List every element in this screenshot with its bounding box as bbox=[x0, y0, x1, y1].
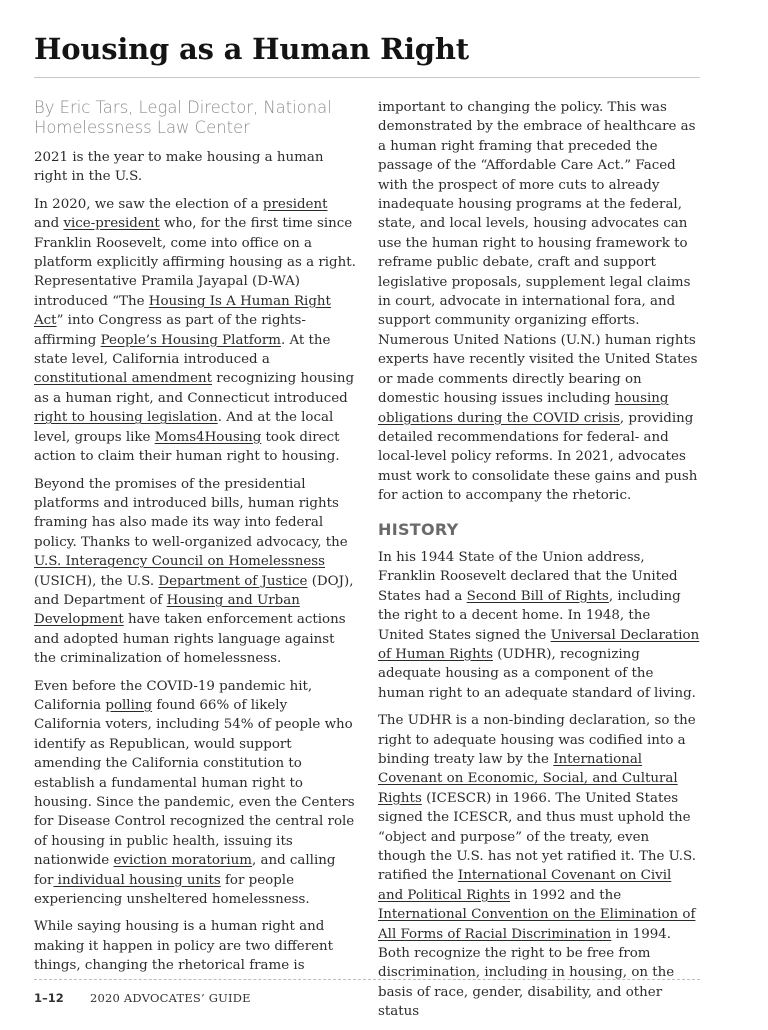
text: The UDHR is a non-binding declaration, so the right to adequate housing was codified into a binding treaty law by the bbox=[378, 713, 696, 767]
history-paragraph bbox=[378, 548, 700, 703]
article-title: Housing as a Human Right bbox=[34, 32, 469, 66]
text: took direct action to claim their human right to housing. bbox=[34, 429, 340, 465]
history-heading: HISTORY bbox=[378, 519, 459, 539]
text: (USICH), the U.S. bbox=[34, 573, 159, 589]
text: In 2020, we saw the election of a bbox=[34, 196, 263, 212]
rhetoric-paragraph: While saying housing is a human right and making it happen in policy are two different things, changing the rhetorical frame is bbox=[34, 919, 334, 974]
second-bill-of-rights-link[interactable]: Second Bill of Rights bbox=[466, 588, 609, 604]
text: Beyond the promises of the presidential platforms and introduced bills, human rights framing has also made its way into federal policy. Thanks to well-organized advocacy, the bbox=[34, 476, 348, 550]
text: Even before the COVID-19 pandemic hit, California bbox=[34, 678, 313, 713]
byline: By Eric Tars, Legal Director, National Homelessness Law Center bbox=[34, 98, 332, 137]
text: have taken enforcement actions and adopted human rights language against the criminalization of homelessness. bbox=[34, 612, 346, 667]
election-paragraph bbox=[34, 195, 356, 467]
text: for people experiencing unsheltered homelessness. bbox=[34, 872, 310, 908]
constitutional-amendment-link[interactable]: constitutional amendment bbox=[34, 371, 213, 387]
left-column bbox=[34, 98, 356, 984]
udhr-link[interactable]: Universal Declaration of Human Rights bbox=[378, 627, 700, 662]
covid-housing-obligations-link[interactable]: housing obligations during the COVID crisis bbox=[378, 391, 669, 426]
housing-human-right-act-link[interactable]: Housing Is A Human Right Act bbox=[34, 293, 331, 329]
text: (ICESCR) in 1966. The United States signed the ICESCR, and thus must uphold the “object and purpose” of the treaty, even though the U.S. has not yet ratified it. The U.S. ratified the bbox=[378, 790, 696, 884]
icescr-link[interactable]: International Covenant on Economic, Social, and Cultural Rights bbox=[378, 752, 678, 806]
peoples-housing-platform-link[interactable]: People’s Housing Platform bbox=[100, 332, 281, 348]
cerd-link[interactable]: International Convention on the Elimination of All Forms of Racial Discrimination bbox=[378, 907, 696, 942]
footer-divider bbox=[34, 979, 700, 980]
text: ” into Congress as part of the rights-affirming bbox=[34, 313, 306, 348]
text: , providing detailed recommendations for federal- and local-level policy reforms. In 2021, advocates must work to consolidate these gains and push for action to accompany the rhetoric. bbox=[378, 410, 698, 504]
hud-link[interactable]: Housing and Urban Development bbox=[34, 592, 300, 628]
text: , including the right to a decent home. In 1948, the United States signed the bbox=[378, 588, 681, 643]
text: important to changing the policy. This was demonstrated by the embrace of healthcare as a human right framing that preceded the passage of the “Affordable Care Act.” Faced with the prospect of more cuts to already inadequate housing programs at the federal, state, and local levels, housing advocates can use the human right to housing framework to reframe public debate, craft and support legislative proposals, supplement legal claims in court, advocate in international fora, and support community organizing efforts. Numerous United Nations (U.N.) human rights experts have recently visited the United States or made comments directly bearing on domestic housing issues including bbox=[378, 100, 698, 407]
page-number: 1–12 bbox=[34, 991, 64, 1005]
text: . And at the local level, groups like bbox=[34, 410, 334, 445]
text: recognizing housing as a human right, and Connecticut introduced bbox=[34, 371, 355, 406]
guide-title: 2020 ADVOCATES’ GUIDE bbox=[90, 991, 251, 1005]
text: . At the state level, California introduced a bbox=[34, 332, 331, 368]
polling-link[interactable]: polling bbox=[105, 697, 153, 713]
federal-policy-paragraph bbox=[34, 475, 356, 669]
text: who, for the first time since Franklin Roosevelt, come into office on a platform explicitly affirming housing as a right. Representative Pramila Jayapal (D-WA) introduced “The bbox=[34, 216, 356, 309]
right-column bbox=[378, 98, 700, 1030]
individual-housing-units-link[interactable]: individual housing units bbox=[53, 872, 221, 888]
text: (DOJ), and Department of bbox=[34, 573, 354, 608]
text: In his 1944 State of the Union address, Franklin Roosevelt declared that the United States had a bbox=[378, 549, 678, 604]
text: (UDHR), recognizing adequate housing as a component of the human right to an adequate standard of living. bbox=[378, 646, 696, 701]
department-of-justice-link[interactable]: Department of Justice bbox=[158, 573, 308, 589]
moms4housing-link[interactable]: Moms4Housing bbox=[154, 429, 262, 445]
eviction-moratorium-link[interactable]: eviction moratorium bbox=[113, 853, 252, 869]
page-footer bbox=[34, 991, 251, 1005]
right-to-housing-legislation-link[interactable]: right to housing legislation bbox=[34, 410, 218, 426]
intro-paragraph: 2021 is the year to make housing a human right in the U.S. bbox=[34, 150, 324, 185]
president-link[interactable]: president bbox=[262, 196, 328, 212]
text: in 1994. Both recognize the right to be free from discrimination, including in housing, on the basis of race, gender, disability, and other status bbox=[378, 926, 675, 1020]
usich-link[interactable]: U.S. Interagency Council on Homelessness bbox=[34, 554, 325, 570]
vice-president-link[interactable]: vice-president bbox=[63, 216, 160, 232]
text: , and calling for bbox=[34, 853, 336, 888]
policy-paragraph bbox=[378, 98, 700, 506]
text: and bbox=[34, 216, 64, 232]
iccpr-link[interactable]: International Covenant on Civil and Political Rights bbox=[378, 868, 672, 903]
text: in 1992 and the bbox=[510, 887, 622, 903]
pandemic-paragraph bbox=[34, 677, 356, 910]
text: found 66% of likely California voters, including 54% of people who identify as Republican, would support amending the California constitution to establish a fundamental human right to housing. Since the pandemic, even the Centers for Disease Control recognized the central role of housing in public health, issuing its nationwide bbox=[34, 697, 355, 869]
title-divider bbox=[34, 77, 700, 78]
treaty-paragraph bbox=[378, 711, 700, 1022]
